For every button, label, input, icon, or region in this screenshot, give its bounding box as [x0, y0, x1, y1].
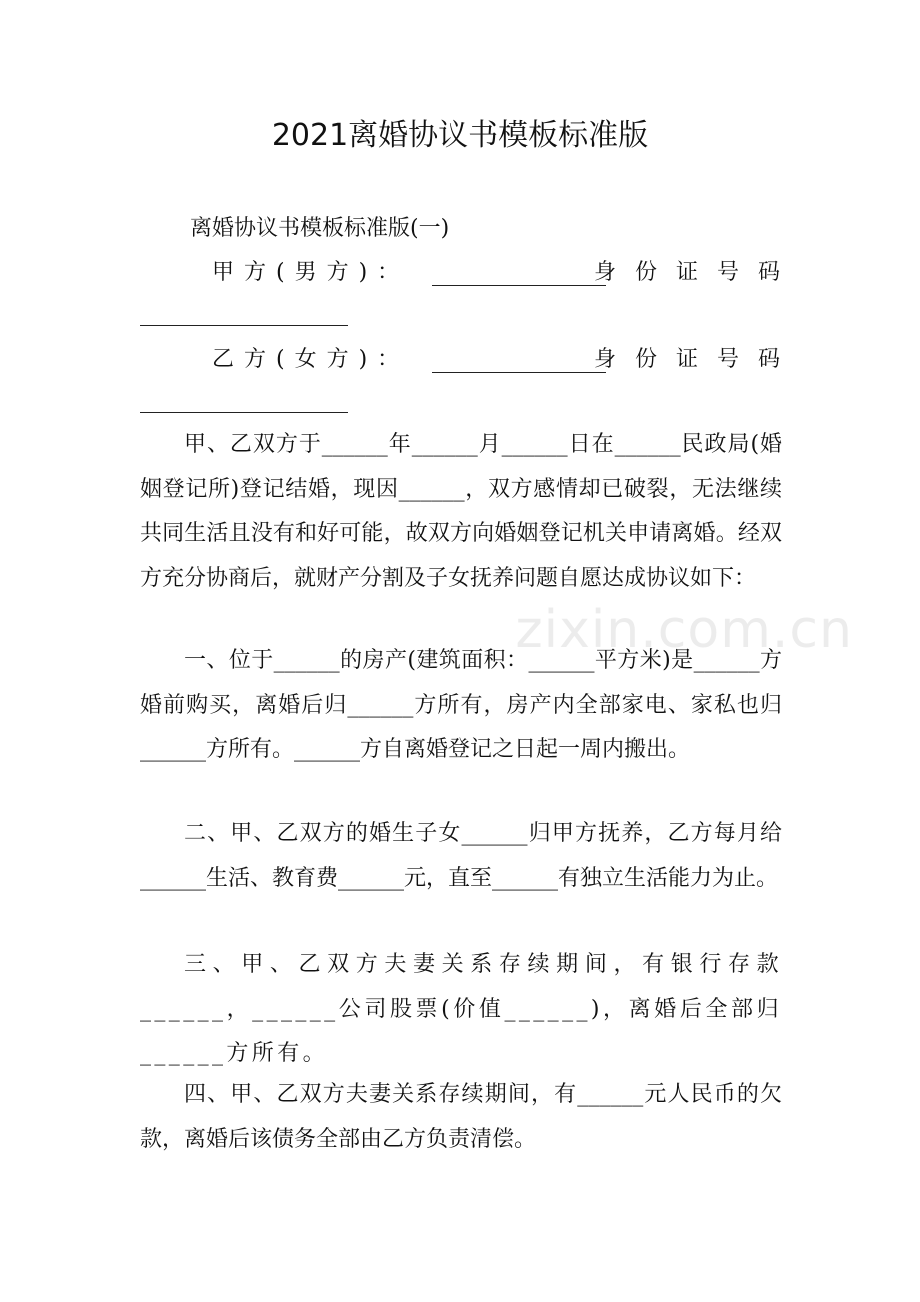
party-a-id-label: 身份证号码	[593, 260, 799, 285]
document-title: 2021离婚协议书模板标准版	[271, 118, 649, 153]
document-subtitle: 离婚协议书模板标准版(一)	[190, 216, 450, 241]
party-b-id-label: 身份证号码	[593, 347, 799, 372]
party-a-name-blank	[432, 285, 606, 286]
paragraph-clause-2: 二、甲、乙双方的婚生子女______归甲方抚养，乙方每月给______生活、教育费______元，直至______有独立生活能力为止。	[140, 821, 782, 891]
paragraph-clause-3: 三、甲、乙双方夫妻关系存续期间，有银行存款______，______公司股票(价值______)，离婚后全部归______方所有。	[140, 952, 782, 1066]
party-b-id-blank	[140, 412, 348, 413]
paragraph-preamble: 甲、乙双方于______年______月______日在______民政局(婚姻登记所)登记结婚，现因______，双方感情却已破裂，无法继续共同生活且没有和好可能，故双方向婚姻登记机关申请离婚。经双方充分协商后，就财产分割及子女抚养问题自愿达成协议如下：	[140, 432, 782, 591]
party-b-name-blank	[432, 372, 606, 373]
party-a-id-blank	[140, 325, 348, 326]
watermark: zixin.com.cn	[515, 600, 853, 660]
paragraph-clause-4: 四、甲、乙双方夫妻关系存续期间，有______元人民币的欠款，离婚后该债务全部由乙方负责清偿。	[140, 1082, 782, 1152]
paragraph-clause-1: 一、位于______的房产(建筑面积：______平方米)是______方婚前购买，离婚后归______方所有，房产内全部家电、家私也归______方所有。______方自离婚登记之日起一周内搬出。	[140, 648, 782, 762]
party-a-label: 甲方(男方)：	[212, 260, 410, 285]
party-b-label: 乙方(女方)：	[212, 347, 410, 372]
party-a-row	[140, 251, 799, 295]
party-b-row	[140, 338, 799, 382]
